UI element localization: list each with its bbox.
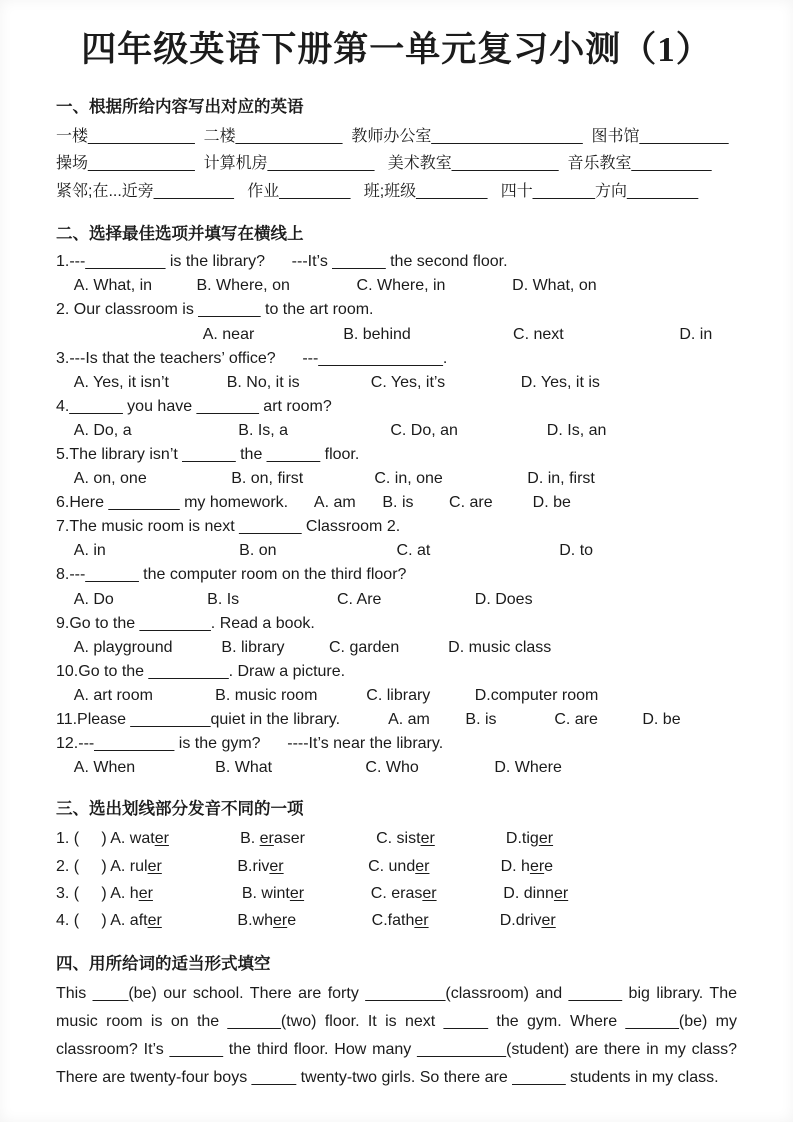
question-line: A. Do, a B. Is, a C. Do, an D. Is, an: [56, 421, 607, 439]
section-multiple-choice: [56, 223, 737, 780]
question-line: A. art room B. music room C. library D.computer room: [56, 686, 599, 704]
cloze-paragraph: This ____(be) our school. There are forty _________(classroom) and ______ big library. The music room is on the ______(two) floor. It is next _____ the gym. Where ______(be) my classroom? It’s ______ the third floor. How many __________(student) are there in my class? There are twenty-four boys _____ twenty-two girls. So there are ______ students in my class.: [56, 984, 737, 1086]
question-line: A. Do B. Is C. Are D. Does: [56, 590, 533, 608]
section-vocabulary: [56, 96, 737, 206]
section-4-heading: 四、用所给词的适当形式填空: [56, 954, 271, 973]
fill-blank-line: 一楼____________ 二楼____________ 教师办公室_________________ 图书馆__________: [56, 127, 729, 145]
question-line: 1.---_________ is the library? ---It’s ______ the second floor.: [56, 253, 508, 271]
question-line: 10.Go to the _________. Draw a picture.: [56, 662, 346, 680]
question-line: 9.Go to the ________. Read a book.: [56, 614, 315, 632]
pronunciation-line: 1. ( ) A. water B. eraser C. sister D.tiger: [56, 830, 554, 848]
question-line: A. playground B. library C. garden D. music class: [56, 638, 552, 656]
question-line: 7.The music room is next _______ Classroom 2.: [56, 518, 401, 536]
section-1-heading: 一、根据所给内容写出对应的英语: [56, 97, 304, 116]
section-2-heading: 二、选择最佳选项并填写在横线上: [56, 225, 304, 244]
question-line: A. on, one B. on, first C. in, one D. in, first: [56, 470, 595, 488]
fill-blank-line: 操场____________ 计算机房____________ 美术教室____________ 音乐教室_________: [56, 155, 712, 173]
question-line: 2. Our classroom is _______ to the art room.: [56, 301, 374, 319]
section-cloze: [56, 953, 737, 1092]
question-line: A. in B. on C. at D. to: [56, 542, 594, 560]
question-line: 8.---______ the computer room on the third floor?: [56, 566, 407, 584]
fill-blank-line: 紧邻;在...近旁_________ 作业________ 班;班级________ 四十_______方向________: [56, 182, 699, 200]
pronunciation-line: 3. ( ) A. her B. winter C. eraser D. dinner: [56, 884, 569, 902]
section-1-lines: [56, 123, 737, 206]
section-3-lines: [56, 825, 737, 934]
section-3-heading: 三、选出划线部分发音不同的一项: [56, 800, 304, 819]
question-line: 6.Here ________ my homework. A. am B. is C. are D. be: [56, 494, 571, 512]
question-line: 4.______ you have _______ art room?: [56, 397, 332, 415]
section-pronunciation: [56, 798, 737, 934]
question-line: 11.Please _________quiet in the library. A. am B. is C. are D. be: [56, 711, 681, 729]
question-line: 5.The library isn’t ______ the ______ floor.: [56, 446, 360, 463]
pronunciation-line: 2. ( ) A. ruler B.river C. under D. here: [56, 857, 554, 875]
question-line: A. Yes, it isn’t B. No, it is C. Yes, it’s D. Yes, it is: [56, 373, 600, 391]
pronunciation-line: 4. ( ) A. after B.where C.father D.driver: [56, 912, 556, 930]
question-line: A. What, in B. Where, on C. Where, in D. What, on: [56, 277, 597, 295]
question-line: 12.---_________ is the gym? ----It’s near the library.: [56, 735, 444, 753]
page-title: 四年级英语下册第一单元复习小测（1）: [81, 30, 712, 69]
section-2-lines: [56, 250, 737, 780]
question-line: A. near B. behind C. next D. in: [56, 325, 713, 343]
question-line: A. When B. What C. Who D. Where: [56, 759, 562, 777]
question-line: 3.---Is that the teachers’ office? ---______________.: [56, 349, 448, 367]
